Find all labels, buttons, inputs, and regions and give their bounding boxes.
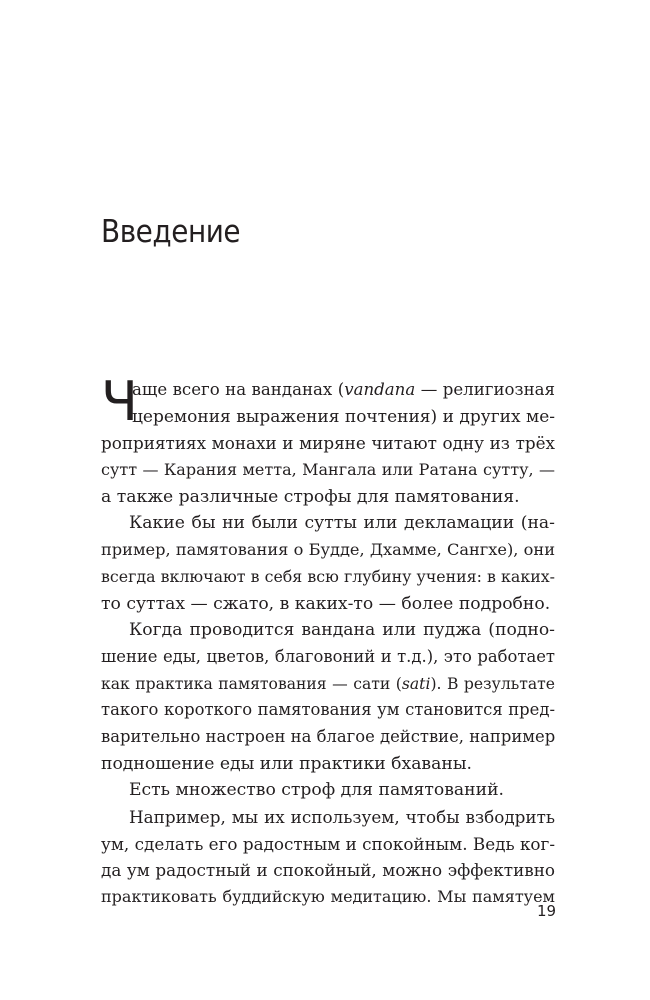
chapter-title: Введение [101,214,241,250]
text-line: да ум радостный и спокойный, можно эффективно [101,860,555,881]
text-line: аще всего на ванданах (vandana — религиозная [132,380,556,399]
text-line: ум, сделать его радостным и спокойным. Ведь ког- [101,833,555,854]
drop-cap: Ч [101,370,139,433]
text-line: Есть множество строф для памятований. [129,780,505,801]
italic-term: vandana [344,380,416,399]
text-line: Например, мы их используем, чтобы взбодрить [129,807,555,827]
text-line: Какие бы ни были сутты или декламации (на- [129,513,555,534]
text-line: подношение еды или практики бхаваны. [101,753,472,774]
text-line: шение еды, цветов, благовоний и т.д.), это работает [101,646,555,666]
text-line: то суттах — сжато, в каких-то — более подробно. [101,593,551,614]
text-line: а также различные строфы для памятования. [101,486,520,507]
text-line: пример, памятования о Будде, Дхамме, Сангхе), они [101,540,555,560]
text-line: всегда включают в себя всю глубину учения: в каких- [101,566,555,586]
page-number: 19 [537,902,557,920]
text-line: варительно настроен на благое действие, например [101,726,556,746]
italic-term: sati [401,674,431,693]
text-line: сутт — Карания метта, Мангала или Ратана сутту, — [101,460,555,480]
text-line: церемония выражения почтения) и других ме- [132,406,555,427]
text-line: роприятиях монахи и миряне читают одну из трёх [101,433,555,454]
body-text [101,370,556,911]
text-line: практиковать буддийскую медитацию. Мы памятуем [101,887,555,907]
text-line: Когда проводится вандана или пуджа (подно- [129,620,555,641]
text-line: такого короткого памятования ум становится пред- [101,700,555,720]
text-line: как практика памятования — сати (sati). В результате [101,674,556,693]
